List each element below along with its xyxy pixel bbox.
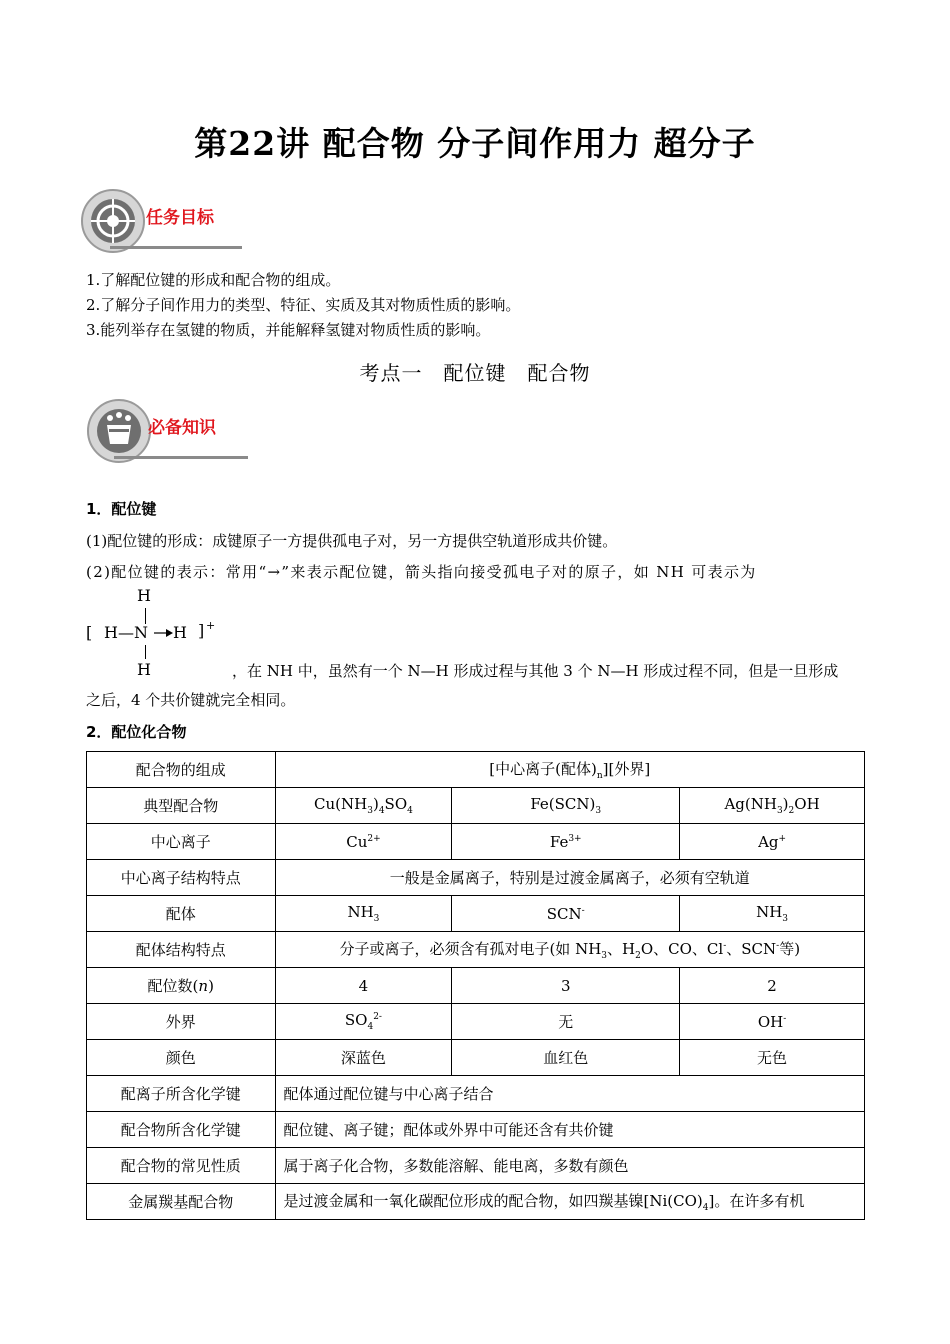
table-row [87,1076,865,1112]
row-label: 配合物的常见性质 [87,1148,276,1184]
table-row [87,1148,865,1184]
row-label: 外界 [87,1004,276,1040]
cell: 分子或离子，必须含有孤对电子(如 $NH_3$、$H_2O$、CO、Cl-、SCN-等) [275,932,865,968]
section-underline [114,456,248,459]
section-underline [110,246,242,249]
cell: 配位键、离子键；配体或外界中可能还含有共价键 [275,1112,865,1148]
paragraph: (1)配位键的形成：成键原子一方提供孤电子对，另一方提供空轨道形成共价键。 [86,532,618,550]
cell: 无 [452,1004,680,1040]
cell: [中心离子(配体)$_n$][外界] [275,752,865,788]
cell: 一般是金属离子，特别是过渡金属离子，必须有空轨道 [275,860,865,896]
row-label: 配合物的组成 [87,752,276,788]
cell: SCN- [452,896,680,932]
row-label: 配体结构特点 [87,932,276,968]
table-row [87,824,865,860]
section-label-goals: 任务目标 [146,208,214,228]
cell: 是过渡金属和一氧化碳配位形成的配合物，如四羰基镍$[Ni(CO)_4]$。在许多有机 [275,1184,865,1220]
cell: 深蓝色 [275,1040,452,1076]
cell: Ag+ [680,824,865,860]
table-row [87,752,865,788]
table-row [87,1184,865,1220]
page-title: 第22讲 配合物 分子间作用力 超分子 [194,124,756,163]
arrow-icon [154,627,174,639]
row-label: 中心离子结构特点 [87,860,276,896]
cell: $Cu^{2+}$ [275,824,452,860]
table-row [87,932,865,968]
structure-left-bracket: [ [86,623,93,642]
table-row [87,1004,865,1040]
cell: 2 [680,968,865,1004]
paragraph: 之后，4 个共价键就完全相同。 [86,691,296,709]
structure-charge: + [206,619,216,632]
heading-complex: 2．配位化合物 [86,723,187,741]
table-row [87,896,865,932]
cell: $Ag(NH_3)_2OH$ [680,788,865,824]
cell: $NH_3$ [680,896,865,932]
complex-table [86,751,865,1220]
point-heading: 考点一 配位键 配合物 [359,361,591,385]
row-label: 典型配合物 [87,788,276,824]
table-row [87,860,865,896]
cell: $Cu(NH_3)_4SO_4$ [275,788,452,824]
paragraph: (2)配位键的表示：常用“→”来表示配位键，箭头指向接受孤电子对的原子，如 NH 可表示为 [86,563,757,581]
section-label-knowledge: 必备知识 [148,418,216,438]
row-label: 配合物所含化学键 [87,1112,276,1148]
cell: 3 [452,968,680,1004]
cell: $Fe(SCN)_3$ [452,788,680,824]
structure-bottom-h: H [137,660,151,679]
bond-line [145,608,146,624]
structure-right-bracket: ] [198,621,205,640]
table-row [87,1112,865,1148]
cell: $NH_3$ [275,896,452,932]
target-icon [80,188,146,254]
table-row [87,1040,865,1076]
goal-item: 1.了解配位键的形成和配合物的组成。 [86,271,341,289]
goal-item: 2.了解分子间作用力的类型、特征、实质及其对物质性质的影响。 [86,296,521,314]
cell: 无色 [680,1040,865,1076]
structure-right-h: H [173,623,187,642]
cell: $Fe^{3+}$ [452,824,680,860]
knowledge-icon [86,398,152,464]
cell: 血红色 [452,1040,680,1076]
paragraph: ，在 NH 中，虽然有一个 N—H 形成过程与其他 3 个 N—H 形成过程不同，但是一旦形成 [232,662,839,680]
structure-top-h: H [137,586,151,605]
goal-item: 3.能列举存在氢键的物质，并能解释氢键对物质性质的影响。 [86,321,491,339]
row-label: 颜色 [87,1040,276,1076]
table-row [87,788,865,824]
table-row [87,968,865,1004]
bond-line [145,645,146,659]
row-label: 配离子所含化学键 [87,1076,276,1112]
structure-mid: H—N [104,623,148,642]
row-label: 金属羰基配合物 [87,1184,276,1220]
cell: OH- [680,1004,865,1040]
row-label: 配位数(n) [87,968,276,1004]
heading-coordinate-bond: 1．配位键 [86,500,157,518]
cell: 4 [275,968,452,1004]
row-label: 中心离子 [87,824,276,860]
cell: 配体通过配位键与中心离子结合 [275,1076,865,1112]
cell: 属于离子化合物，多数能溶解、能电离，多数有颜色 [275,1148,865,1184]
row-label: 配体 [87,896,276,932]
cell: $SO_4^{2-}$ [275,1004,452,1040]
